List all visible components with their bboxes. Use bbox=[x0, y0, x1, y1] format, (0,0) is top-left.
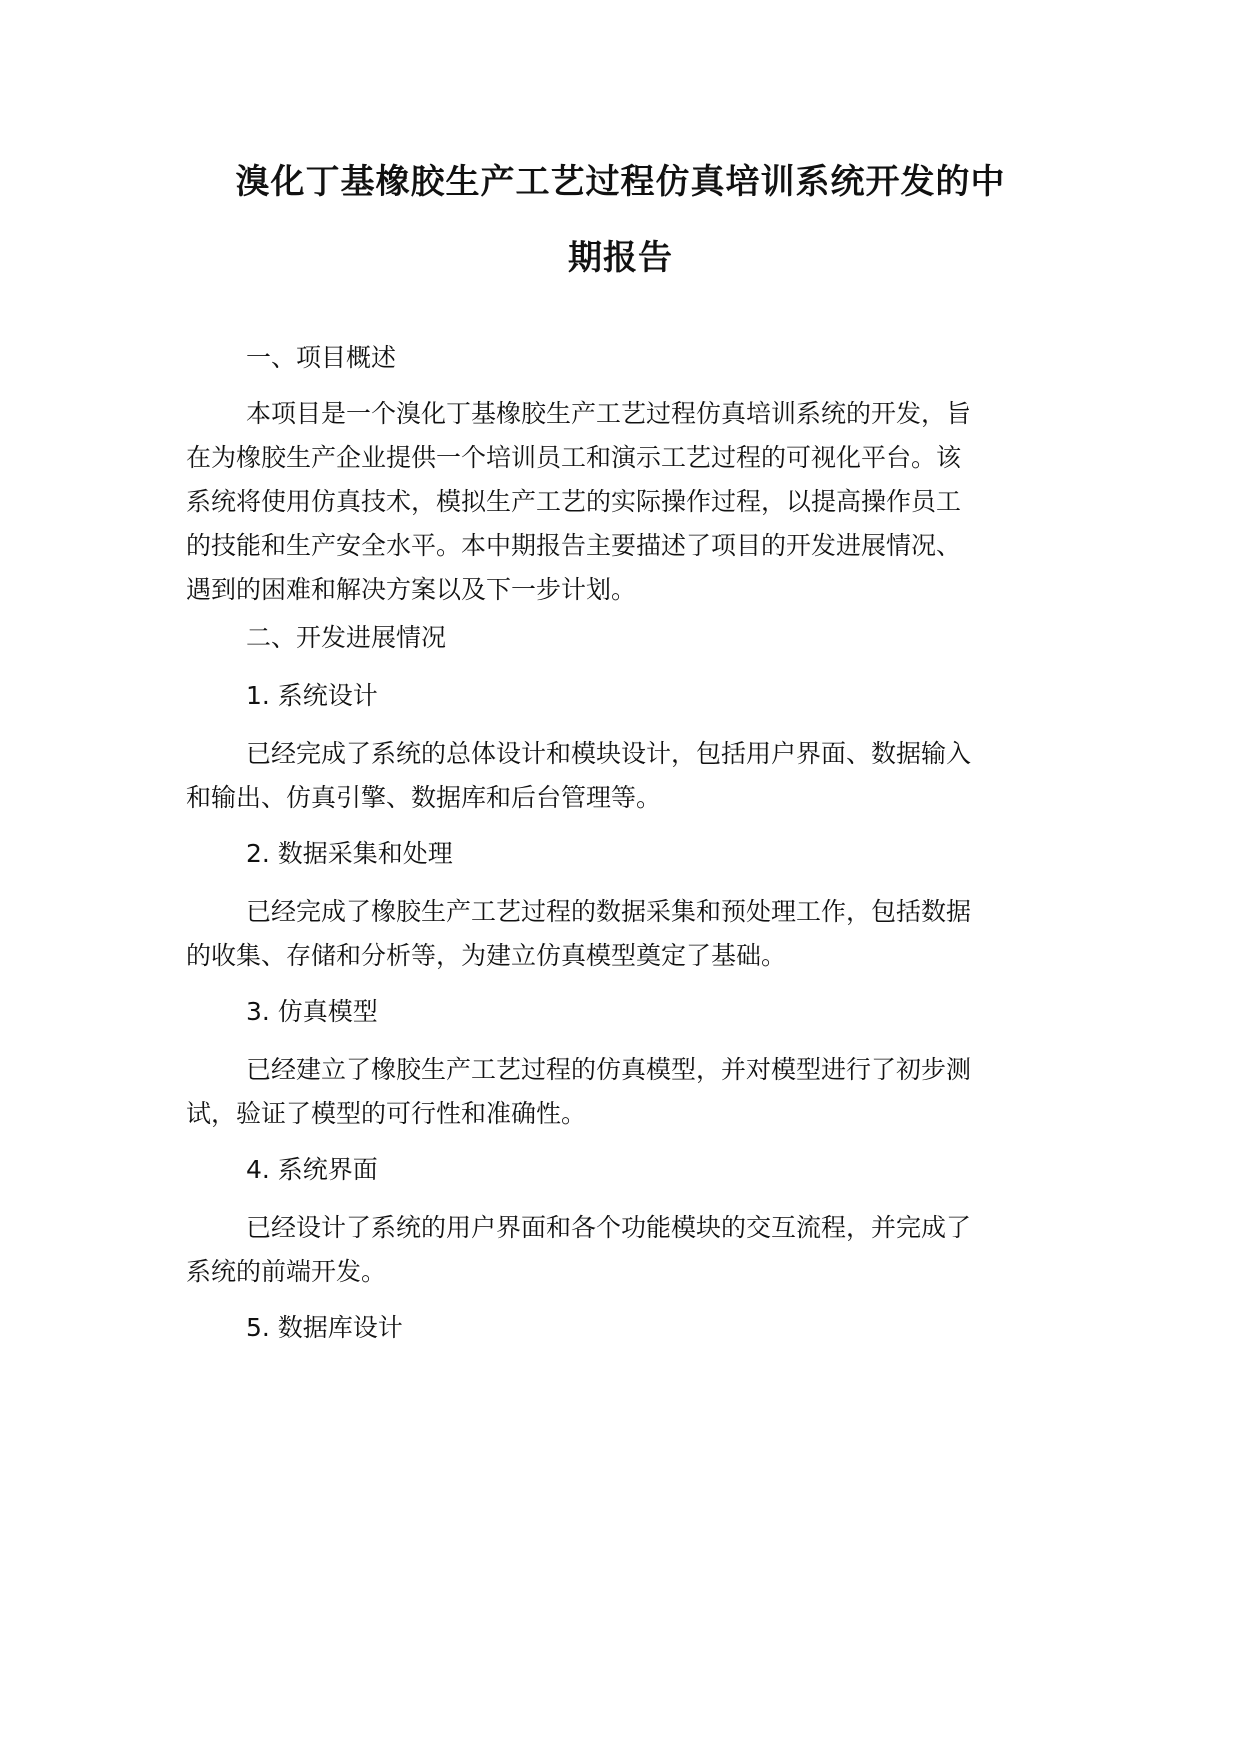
paragraph-line: 在为橡胶生产企业提供一个培训员工和演示工艺过程的可视化平台。该 bbox=[186, 443, 962, 472]
overview-paragraph bbox=[186, 392, 1038, 612]
paragraph-line: 和输出、仿真引擎、数据库和后台管理等。 bbox=[186, 783, 662, 812]
item-heading-database-design: 5. 数据库设计 bbox=[246, 1313, 403, 1342]
item-heading-system-interface: 4. 系统界面 bbox=[246, 1155, 378, 1184]
paragraph-line: 已经设计了系统的用户界面和各个功能模块的交互流程，并完成了 bbox=[246, 1213, 972, 1242]
item-heading-simulation-model: 3. 仿真模型 bbox=[246, 997, 378, 1026]
paragraph-line: 的收集、存储和分析等，为建立仿真模型奠定了基础。 bbox=[186, 941, 787, 970]
section-heading-overview: 一、项目概述 bbox=[246, 343, 397, 372]
item-paragraph-simulation-model bbox=[186, 1048, 1038, 1136]
paragraph-line: 已经建立了橡胶生产工艺过程的仿真模型，并对模型进行了初步测 bbox=[246, 1055, 972, 1084]
document-title-line-1: 溴化丁基橡胶生产工艺过程仿真培训系统开发的中 bbox=[235, 162, 1006, 202]
paragraph-line: 系统的前端开发。 bbox=[186, 1257, 387, 1286]
document-title-line-2: 期报告 bbox=[568, 238, 673, 278]
paragraph-line: 已经完成了橡胶生产工艺过程的数据采集和预处理工作，包括数据 bbox=[246, 897, 972, 926]
paragraph-line: 已经完成了系统的总体设计和模块设计，包括用户界面、数据输入 bbox=[246, 739, 972, 768]
item-heading-system-design: 1. 系统设计 bbox=[246, 681, 378, 710]
paragraph-line: 遇到的困难和解决方案以及下一步计划。 bbox=[186, 575, 637, 604]
item-paragraph-data-collection bbox=[186, 890, 1038, 978]
paragraph-line: 试，验证了模型的可行性和准确性。 bbox=[186, 1099, 587, 1128]
paragraph-line: 的技能和生产安全水平。本中期报告主要描述了项目的开发进展情况、 bbox=[186, 531, 962, 560]
section-heading-progress: 二、开发进展情况 bbox=[246, 623, 447, 652]
paragraph-line: 系统将使用仿真技术，模拟生产工艺的实际操作过程，以提高操作员工 bbox=[186, 487, 962, 516]
item-paragraph-system-interface bbox=[186, 1206, 1038, 1294]
item-paragraph-system-design bbox=[186, 732, 1038, 820]
paragraph-line: 本项目是一个溴化丁基橡胶生产工艺过程仿真培训系统的开发，旨 bbox=[246, 399, 972, 428]
item-heading-data-collection: 2. 数据采集和处理 bbox=[246, 839, 453, 868]
